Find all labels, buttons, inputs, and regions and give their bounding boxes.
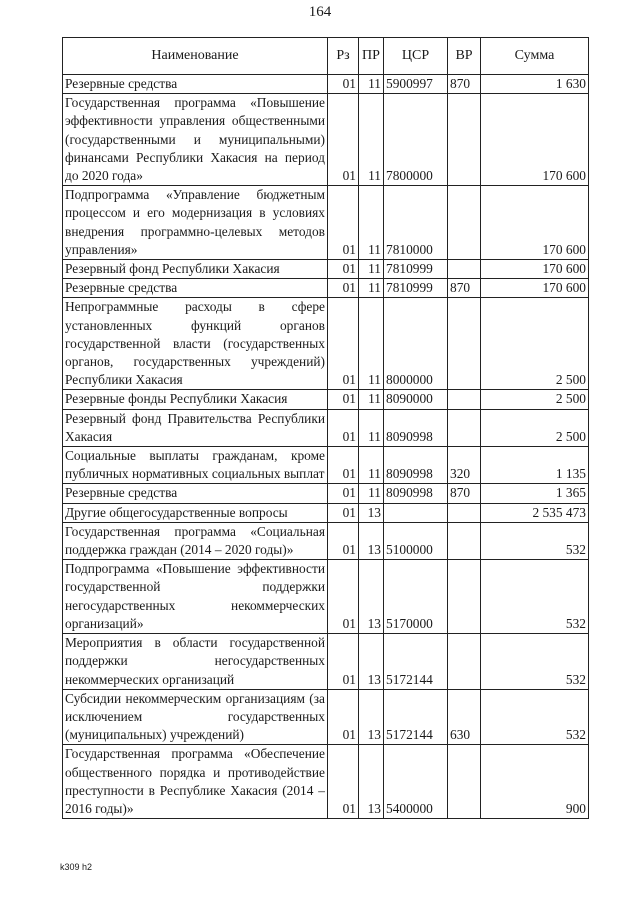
table-row [63,503,589,522]
cell-name: Государственная программа «Обеспечение общественного порядка и противодействие преступности в Республике Хакасия (2014 – 2016 годы)» [63,745,328,819]
cell-rz: 01 [328,298,359,390]
cell-name: Субсидии некоммерческим организациям (за исключением государственных (муниципальных) учреждений) [63,689,328,745]
cell-pr: 11 [359,94,384,186]
cell-name: Мероприятия в области государственной поддержки негосударственных некоммерческих организаций [63,634,328,690]
cell-name: Другие общегосударственные вопросы [63,503,328,522]
table-row [63,689,589,745]
cell-rz: 01 [328,522,359,559]
cell-vr [448,409,481,446]
cell-rz: 01 [328,75,359,94]
cell-rz: 01 [328,503,359,522]
table-row [63,484,589,503]
table-row [63,390,589,409]
budget-table [62,37,589,819]
table-row [63,560,589,634]
cell-vr [448,186,481,260]
cell-vr [448,634,481,690]
cell-pr: 11 [359,298,384,390]
cell-sum: 170 600 [481,279,589,298]
cell-name: Государственная программа «Повышение эффективности управления общественными (государственными и муниципальными) финансами Республики Хакасия на период до 2020 года» [63,94,328,186]
cell-sum: 170 600 [481,94,589,186]
cell-csr: 8090998 [384,409,448,446]
table-body [63,75,589,819]
table-row [63,634,589,690]
cell-name: Резервный фонд Республики Хакасия [63,260,328,279]
cell-sum: 170 600 [481,186,589,260]
table-row [63,260,589,279]
cell-sum: 2 500 [481,298,589,390]
cell-name: Непрограммные расходы в сфере установленных функций органов государственной власти (государственных органов, государственных учреждений) Республики Хакасия [63,298,328,390]
table-row [63,522,589,559]
table-row [63,186,589,260]
cell-pr: 13 [359,689,384,745]
cell-rz: 01 [328,390,359,409]
cell-sum: 900 [481,745,589,819]
cell-sum: 532 [481,522,589,559]
cell-sum: 532 [481,634,589,690]
table-row [63,447,589,484]
cell-csr: 7810999 [384,260,448,279]
cell-vr [448,560,481,634]
cell-pr: 13 [359,634,384,690]
table-row [63,279,589,298]
cell-sum: 1 365 [481,484,589,503]
cell-pr: 11 [359,409,384,446]
cell-vr: 630 [448,689,481,745]
cell-sum: 170 600 [481,260,589,279]
cell-rz: 01 [328,409,359,446]
cell-sum: 2 500 [481,390,589,409]
cell-name: Резервные средства [63,75,328,94]
cell-name: Государственная программа «Социальная поддержка граждан (2014 – 2020 годы)» [63,522,328,559]
cell-vr: 320 [448,447,481,484]
cell-csr: 7800000 [384,94,448,186]
table-row [63,745,589,819]
cell-vr [448,745,481,819]
table-row [63,75,589,94]
cell-rz: 01 [328,279,359,298]
cell-rz: 01 [328,484,359,503]
cell-pr: 13 [359,560,384,634]
table-row [63,409,589,446]
cell-vr: 870 [448,75,481,94]
cell-csr: 5172144 [384,689,448,745]
cell-vr [448,298,481,390]
column-header-csr: ЦСР [384,38,448,75]
cell-csr: 8090998 [384,484,448,503]
cell-vr [448,260,481,279]
cell-csr: 5100000 [384,522,448,559]
cell-rz: 01 [328,260,359,279]
column-header-sum: Сумма [481,38,589,75]
cell-rz: 01 [328,634,359,690]
cell-vr [448,503,481,522]
page-number: 164 [308,4,332,20]
column-header-name: Наименование [63,38,328,75]
cell-pr: 11 [359,484,384,503]
cell-vr [448,522,481,559]
cell-pr: 11 [359,186,384,260]
cell-pr: 11 [359,75,384,94]
cell-rz: 01 [328,560,359,634]
cell-vr: 870 [448,279,481,298]
table-header-row [63,38,589,75]
cell-csr: 7810000 [384,186,448,260]
cell-sum: 532 [481,560,589,634]
cell-csr: 7810999 [384,279,448,298]
cell-sum: 1 135 [481,447,589,484]
cell-name: Подпрограмма «Повышение эффективности государственной поддержки негосударственных некоммерческих организаций» [63,560,328,634]
footer-code: k309 h2 [60,862,93,872]
cell-pr: 11 [359,447,384,484]
cell-vr [448,390,481,409]
cell-sum: 532 [481,689,589,745]
cell-pr: 11 [359,260,384,279]
cell-pr: 11 [359,390,384,409]
cell-pr: 13 [359,745,384,819]
cell-name: Резервные средства [63,484,328,503]
cell-vr: 870 [448,484,481,503]
cell-csr: 5900997 [384,75,448,94]
cell-csr [384,503,448,522]
cell-pr: 11 [359,279,384,298]
cell-rz: 01 [328,94,359,186]
cell-pr: 13 [359,503,384,522]
cell-name: Резервные фонды Республики Хакасия [63,390,328,409]
cell-csr: 5172144 [384,634,448,690]
table-row [63,94,589,186]
cell-name: Подпрограмма «Управление бюджетным процессом и его модернизация в условиях внедрения программно-целевых методов управления» [63,186,328,260]
cell-name: Социальные выплаты гражданам, кроме публичных нормативных социальных выплат [63,447,328,484]
cell-sum: 2 535 473 [481,503,589,522]
cell-name: Резервные средства [63,279,328,298]
cell-csr: 8090998 [384,447,448,484]
cell-rz: 01 [328,689,359,745]
cell-csr: 8090000 [384,390,448,409]
cell-sum: 1 630 [481,75,589,94]
cell-rz: 01 [328,745,359,819]
table-row [63,298,589,390]
cell-rz: 01 [328,186,359,260]
cell-csr: 5170000 [384,560,448,634]
cell-csr: 8000000 [384,298,448,390]
column-header-rz: Рз [328,38,359,75]
cell-pr: 13 [359,522,384,559]
column-header-pr: ПР [359,38,384,75]
cell-vr [448,94,481,186]
cell-csr: 5400000 [384,745,448,819]
cell-rz: 01 [328,447,359,484]
cell-sum: 2 500 [481,409,589,446]
column-header-vr: ВР [448,38,481,75]
cell-name: Резервный фонд Правительства Республики Хакасия [63,409,328,446]
